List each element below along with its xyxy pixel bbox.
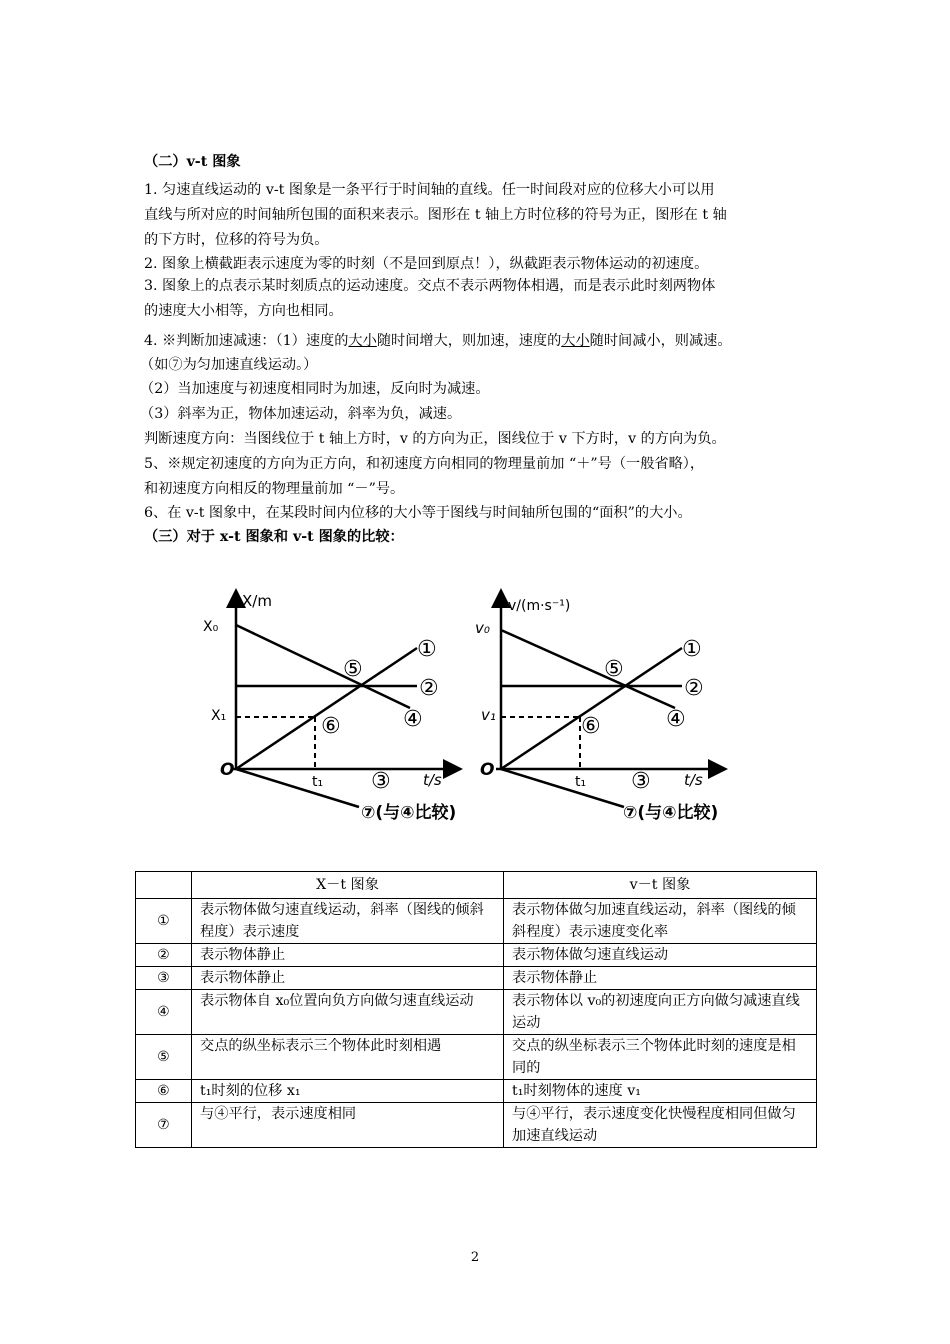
xt-mark-1: ① [417,637,437,662]
xt-line-4 [236,625,410,708]
table-row [136,944,817,967]
table-header-row [136,872,817,899]
table-row [136,967,817,990]
table-row [136,1080,817,1103]
graphs-figure [195,582,735,832]
xt-graph [203,592,456,823]
vt-cell: 表示物体以 v₀的初速度向正方向做匀减速直线运动 [504,990,817,1035]
xt-mark-3: ③ [371,769,391,794]
xt-x0-label: X₀ [203,619,219,635]
xt-mark-6: ⑥ [321,714,341,739]
paragraph-5-line-2: 和初速度方向相反的物理量前加 “－”号。 [144,481,405,497]
paragraph-4-line-2: （如⑦为匀加速直线运动。） [140,357,318,373]
section-heading-vt: （二）v-t 图象 [144,154,241,170]
vt-line-7 [501,769,624,807]
paragraph-1-line-2: 直线与所对应的时间轴所包围的面积来表示。图形在 t 轴上方时位移的符号为正，图形在 t 轴 [144,207,727,223]
row-number: ⑦ [136,1103,192,1148]
vt-y-axis-label: v/(m·s⁻¹) [508,598,571,614]
p4-underline-1: 大小 [348,333,377,349]
xt-cell: 交点的纵坐标表示三个物体此时刻相遇 [192,1035,504,1080]
p4-text-b: 随时间增大，则加速，速度的 [376,333,562,349]
paragraph-3-line-1: 3. 图象上的点表示某时刻质点的运动速度。交点不表示两物体相遇，而是表示此时刻两物体 [144,278,716,294]
paragraph-2: 2. 图象上横截距表示速度为零的时刻（不是回到原点！），纵截距表示物体运动的初速度。 [144,256,709,272]
paragraph-4-line-1 [144,331,732,351]
vt-mark-5: ⑤ [604,657,624,682]
table-row [136,899,817,944]
graphs-svg [195,582,735,832]
vt-t-axis-label: t/s [684,771,703,789]
header-cell-vt: v－t 图象 [504,872,817,899]
p4-text-a: 4. ※判断加速减速：（1）速度的 [144,333,349,349]
row-number: ④ [136,990,192,1035]
xt-line-7 [236,769,359,807]
table-row [136,1103,817,1148]
xt-cell: 表示物体做匀速直线运动，斜率（图线的倾斜程度）表示速度 [192,899,504,944]
vt-mark-1: ① [682,637,702,662]
xt-origin-label: O [220,760,235,780]
row-number: ⑥ [136,1080,192,1103]
section-heading-comparison: （三）对于 x-t 图象和 v-t 图象的比较： [144,529,404,545]
table-row [136,1035,817,1080]
vt-v0-label: v₀ [475,619,490,637]
xt-cell: 表示物体静止 [192,944,504,967]
row-number: ① [136,899,192,944]
vt-origin-label: O [480,760,495,780]
p4-underline-2: 大小 [561,333,590,349]
table-row [136,990,817,1035]
vt-cell: 表示物体做匀速直线运动 [504,944,817,967]
comparison-table [135,871,817,1148]
xt-t1-label: t₁ [312,774,324,790]
p4-text-c: 随时间减小，则减速。 [589,333,732,349]
xt-t-axis-label: t/s [423,771,442,789]
xt-line-1 [236,648,417,769]
vt-cell: 表示物体静止 [504,967,817,990]
vt-mark-2: ② [684,676,704,701]
paragraph-4-line-4: （3）斜率为正，物体加速运动，斜率为负，减速。 [140,406,462,422]
xt-cell: 表示物体自 x₀位置向负方向做匀速直线运动 [192,990,504,1035]
header-cell-empty [136,872,192,899]
vt-mark-3: ③ [631,769,651,794]
paragraph-1-line-1: 1. 匀速直线运动的 v-t 图象是一条平行于时间轴的直线。任一时间段对应的位移大小可以用 [144,182,715,198]
xt-cell: t₁时刻的位移 x₁ [192,1080,504,1103]
page-number: 2 [470,1250,480,1265]
paragraph-4-line-3: （2）当加速度与初速度相同时为加速，反向时为减速。 [140,381,490,397]
row-number: ⑤ [136,1035,192,1080]
xt-x1-label: X₁ [211,708,227,724]
row-number: ② [136,944,192,967]
vt-mark-4: ④ [666,707,686,732]
vt-v1-label: v₁ [481,706,496,724]
vt-cell: t₁时刻物体的速度 v₁ [504,1080,817,1103]
vt-graph [475,598,718,823]
xt-cell: 表示物体静止 [192,967,504,990]
vt-cell: 交点的纵坐标表示三个物体此时刻的速度是相同的 [504,1035,817,1080]
row-number: ③ [136,967,192,990]
vt-cell: 表示物体做匀加速直线运动，斜率（图线的倾斜程度）表示速度变化率 [504,899,817,944]
vt-mark-6: ⑥ [581,714,601,739]
vt-t1-label: t₁ [575,774,587,790]
header-cell-xt: X－t 图象 [192,872,504,899]
xt-mark-5: ⑤ [343,657,363,682]
xt-mark-7: ⑦(与④比较) [361,803,457,823]
paragraph-3-line-2: 的速度大小相等，方向也相同。 [144,303,343,319]
paragraph-5-line-1: 5、※规定初速度的方向为正方向，和初速度方向相同的物理量前加 “＋”号（一般省略）， [144,456,705,472]
xt-mark-4: ④ [403,707,423,732]
paragraph-6: 6、在 v-t 图象中，在某段时间内位移的大小等于图线与时间轴所包围的“面积”的大小。 [144,505,692,521]
xt-mark-2: ② [419,676,439,701]
xt-y-axis-label: X/m [242,592,272,610]
vt-mark-7: ⑦(与④比较) [623,803,719,823]
paragraph-4-line-5: 判断速度方向：当图线位于 t 轴上方时，v 的方向为正，图线位于 v 下方时，v 的方向为负。 [144,431,726,447]
vt-line-1 [501,648,682,769]
vt-cell: 与④平行，表示速度变化快慢程度相同但做匀加速直线运动 [504,1103,817,1148]
xt-cell: 与④平行，表示速度相同 [192,1103,504,1148]
paragraph-1-line-3: 的下方时，位移的符号为负。 [144,232,329,248]
